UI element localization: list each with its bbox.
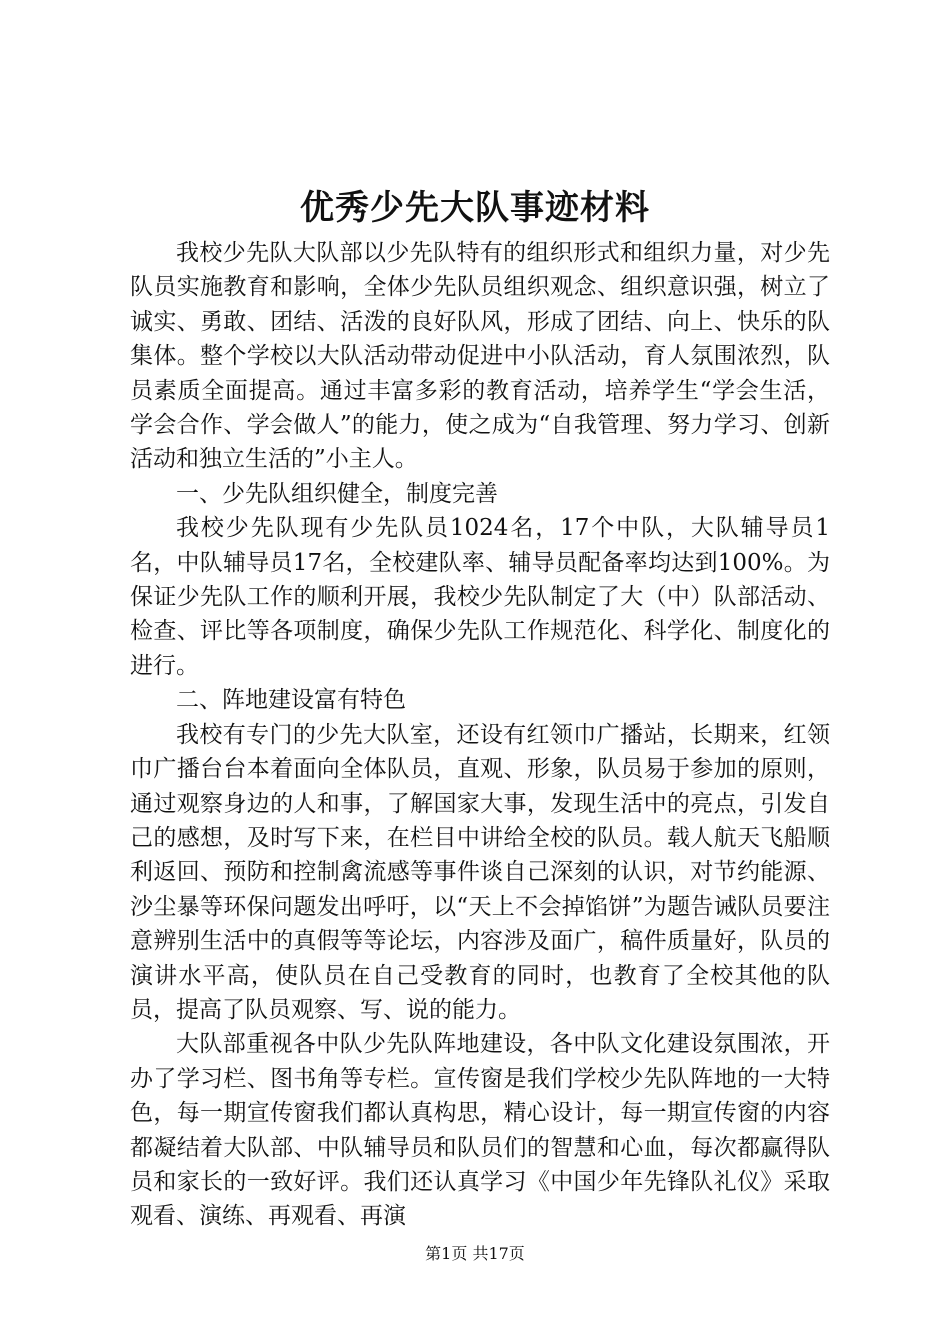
paragraph-position-building: 大队部重视各中队少先队阵地建设，各中队文化建设氛围浓，开办了学习栏、图书角等专栏。宣传窗是我们学校少先队阵地的一大特色，每一期宣传窗我们都认真构思，精心设计，每一期宣传窗的内容都凝结着大队部、中队辅导员和队员们的智慧和心血，每次都赢得队员和家长的一致好评。我们还认真学习《中国少年先锋队礼仪》采取观看、演练、再观看、再演	[130, 1031, 830, 1230]
paragraph-organization: 我校少先队现有少先队员1024名，17个中队，大队辅导员1名，中队辅导员17名，全校建队率、辅导员配备率均达到100%。为保证少先队工作的顺利开展，我校少先队制定了大（中）队部活动、检查、评比等各项制度，确保少先队工作规范化、科学化、制度化的进行。	[130, 515, 830, 679]
paragraph-broadcast: 我校有专门的少先大队室，还设有红领巾广播站，长期来，红领巾广播台台本着面向全体队员，直观、形象，队员易于参加的原则，通过观察身边的人和事，了解国家大事，发现生活中的亮点，引发自己的感想，及时写下来，在栏目中讲给全校的队员。载人航天飞船顺利返回、预防和控制禽流感等事件谈自己深刻的认识，对节约能源、沙尘暴等环保问题发出呼吁，以“天上不会掉馅饼”为题告诫队员要注意辨别生活中的真假等等论坛，内容涉及面广，稿件质量好，队员的演讲水平高，使队员在自己受教育的同时，也教育了全校其他的队员，提高了队员观察、写、说的能力。	[130, 721, 830, 1023]
document-title: 优秀少先大队事迹材料	[300, 188, 650, 228]
page-number-footer: 第1页 共17页	[425, 1244, 525, 1263]
document-body	[130, 236, 830, 1234]
section-heading-1: 一、少先队组织健全，制度完善	[176, 480, 498, 507]
section-heading-2: 二、阵地建设富有特色	[176, 687, 406, 714]
paragraph-intro: 我校少先队大队部以少先队特有的组织形式和组织力量，对少先队员实施教育和影响，全体少先队员组织观念、组织意识强，树立了诚实、勇敢、团结、活泼的良好队风，形成了团结、向上、快乐的队集体。整个学校以大队活动带动促进中小队活动，育人氛围浓烈，队员素质全面提高。通过丰富多彩的教育活动，培养学生“学会生活，学会合作、学会做人”的能力，使之成为“自我管理、努力学习、创新活动和独立生活的”小主人。	[130, 240, 830, 473]
